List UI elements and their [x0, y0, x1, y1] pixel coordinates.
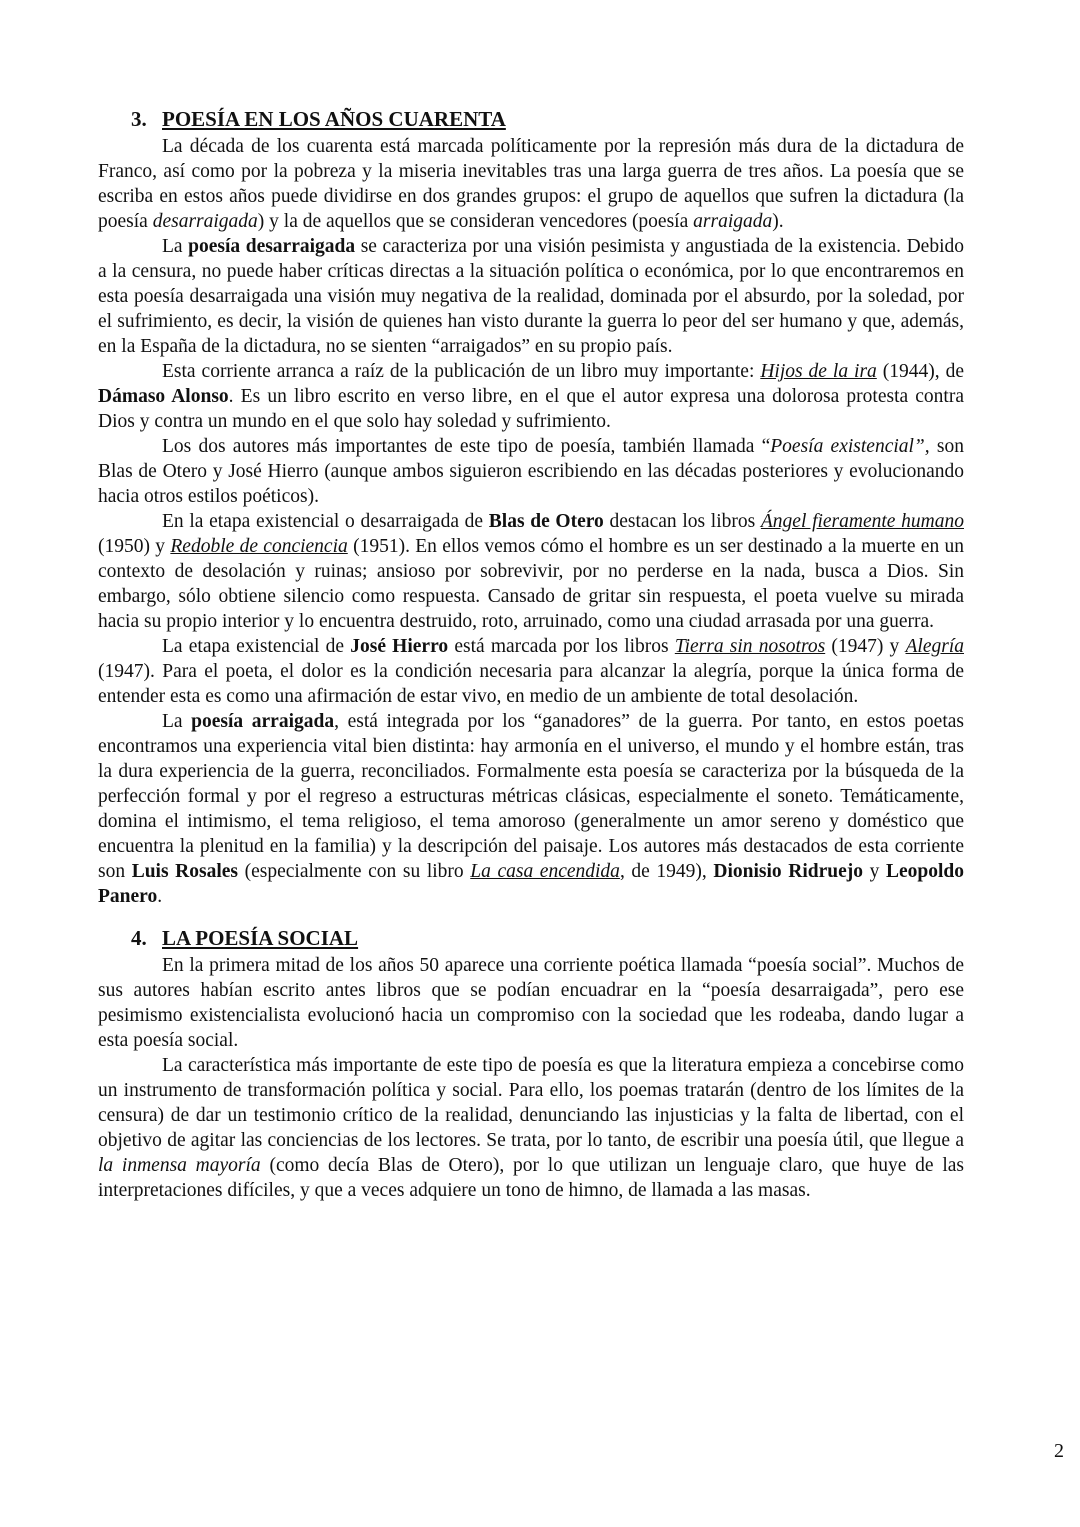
section-3-number: 3. [131, 107, 147, 131]
document-page [98, 104, 964, 1203]
section-3-heading [131, 104, 964, 134]
page-number: 2 [1054, 1440, 1064, 1462]
section-4-number: 4. [131, 926, 147, 950]
paragraph-hijos-de-la-ira: Esta corriente arranca a raíz de la publicación de un libro muy importante: Hijos de la ira (1944), de Dámaso Alonso. Es un libro escrito en verso libre, en el que el autor expresa una dolorosa protesta contra Dios y contra un mundo en el que solo hay soledad y sufrimiento. [98, 361, 965, 432]
book-title: Ángel fieramente humano [760, 511, 964, 532]
section-4-title: LA POESÍA SOCIAL [162, 926, 359, 950]
paragraph-jose-hierro: La etapa existencial de José Hierro está marcada por los libros Tierra sin nosotros (1947) y Alegría (1947). Para el poeta, el dolor es la condición necesaria para alcanzar la alegría, porque la única forma de entender esta es como una afirmación de estar vivo, en medio de un ambiente de total desolación. [98, 636, 964, 707]
book-title: La casa encendida [470, 861, 620, 882]
paragraph-decada-cuarenta: La década de los cuarenta está marcada políticamente por la represión más dura de la dictadura de Franco, así como por la pobreza y la miseria inevitables tras una larga guerra de tres años. La poesía que se escriba en estos años puede dividirse en dos grandes grupos: el grupo de aquellos que sufren la dictadura (la poesía desarraigada) y la de aquellos que se consideran vencedores (poesía arraigada). [98, 136, 964, 232]
paragraph-poesia-social-intro: En la primera mitad de los años 50 aparece una corriente poética llamada “poesía social”. Muchos de sus autores habían escrito antes libros que se podían encuadrar en la “poesía desarraigada”, pero ese pesimismo existencialista evolucionó hacia un compromiso con la sociedad que les rodeaba, dando lugar a esta poesía social. [98, 955, 964, 1051]
book-title: Alegría [905, 636, 964, 657]
paragraph-poesia-arraigada: La poesía arraigada, está integrada por los “ganadores” de la guerra. Por tanto, en estos poetas encontramos una experiencia vital bien distinta: hay armonía en el universo, el mundo y el hombre están, tras la dura experiencia de la guerra, reconciliados. Formalmente esta poesía se caracteriza por la búsqueda de la perfección formal y por el regreso a estructuras métricas clásicas, especialmente el soneto. Temáticamente, domina el intimismo, el tema religioso, el tema amoroso (generalmente un amor sereno y doméstico que encuentra la plenitud en la familia) y la descripción del paisaje. Los autores más destacados de esta corriente son Luis Rosales (especialmente con su libro La casa encendida, de 1949), Dionisio Ridruejo y Leopoldo Panero. [98, 711, 964, 907]
book-title: Tierra sin nosotros [674, 636, 826, 657]
paragraph-poesia-social-caracteristica: La característica más importante de este tipo de poesía es que la literatura empieza a concebirse como un instrumento de transformación política y social. Para ello, los poemas tratarán (dentro de los límites de la censura) de dar un testimonio crítico de la realidad, denunciando las injusticias y la falta de libertad, con el objetivo de agitar las conciencias de los lectores. Se trata, por lo tanto, de escribir una poesía útil, que llegue a la inmensa mayoría (como decía Blas de Otero), por lo que utilizan un lenguaje claro, que huye de las interpretaciones difíciles, y que a veces adquiere un tono de himno, de llamada a las masas. [98, 1055, 964, 1201]
book-title: Hijos de la ira [760, 361, 877, 382]
paragraph-blas-de-otero: En la etapa existencial o desarraigada de Blas de Otero destacan los libros Ángel fieramente humano (1950) y Redoble de conciencia (1951). En ellos vemos cómo el hombre es un ser destinado a la muerte en un contexto de desolación y ruinas; ansioso por sobrevivir, por no perderse en la nada, busca a Dios. Sin embargo, sólo obtiene silencio como respuesta. Cansado de gritar sin respuesta, el poeta vuelve su mirada hacia su propio interior y lo encuentra destruido, roto, arruinado, como una ciudad arrasada por una guerra. [98, 511, 965, 632]
paragraph-poesia-existencial: Los dos autores más importantes de este tipo de poesía, también llamada “Poesía existencial”, son Blas de Otero y José Hierro (aunque ambos siguieron escribiendo en las décadas posteriores y evolucionando hacia otros estilos poéticos). [98, 436, 964, 507]
section-3-title: POESÍA EN LOS AÑOS CUARENTA [162, 107, 506, 131]
section-4-heading [131, 923, 964, 953]
book-title: Redoble de conciencia [170, 536, 348, 557]
paragraph-poesia-desarraigada: La poesía desarraigada se caracteriza por una visión pesimista y angustiada de la existencia. Debido a la censura, no puede haber críticas directas a la situación política o económica, por lo que encontraremos en esta poesía desarraigada una visión muy negativa de la realidad, dominada por el absurdo, por la soledad, por el sufrimiento, es decir, la visión de quienes han visto durante la guerra lo peor del ser humano y que, además, en la España de la dictadura, no se sienten “arraigados” en su propio país. [98, 236, 964, 357]
